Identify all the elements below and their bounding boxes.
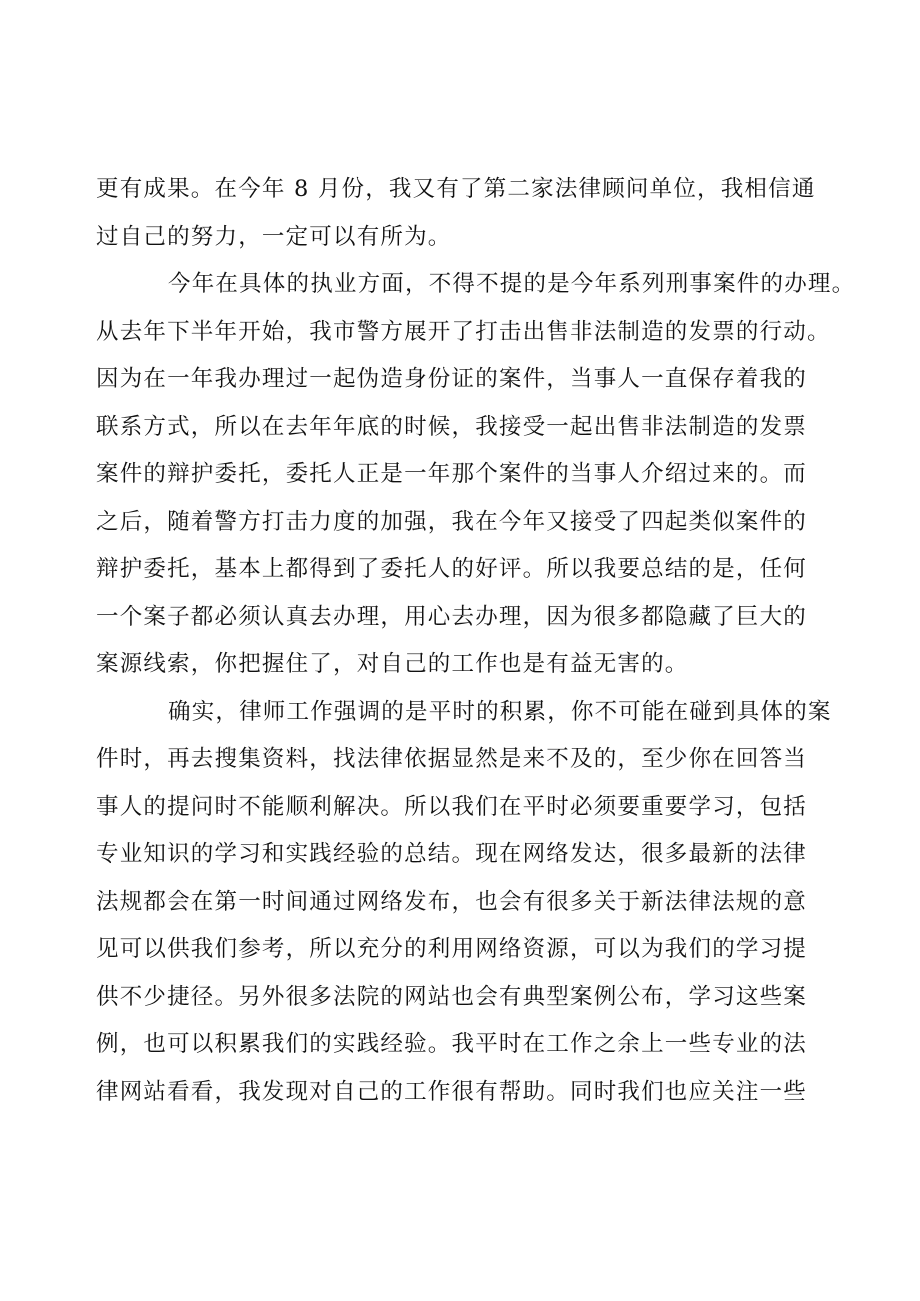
text-line: 例，也可以积累我们的实践经验。我平时在工作之余上一些专业的法 — [96, 1031, 808, 1057]
text-line: 事人的提问时不能顺利解决。所以我们在平时必须要重要学习，包括 — [96, 793, 808, 820]
text-line: 辩护委托，基本上都得到了委托人的好评。所以我要总结的是，任何 — [96, 556, 808, 582]
text-line: 更有成果。在今年 8 月份，我又有了第二家法律顾问单位，我相信通 — [96, 176, 816, 202]
text-line: 案件的辩护委托，委托人正是一年那个案件的当事人介绍过来的。而 — [96, 461, 808, 487]
text-line: 供不少捷径。另外很多法院的网站也会有典型案例公布，学习这些案 — [96, 983, 808, 1010]
text-line: 件时，再去搜集资料，找法律依据显然是来不及的，至少你在回答当 — [96, 746, 808, 772]
text-line: 法规都会在第一时间通过网络发布，也会有很多关于新法律法规的意 — [96, 888, 808, 915]
text-line: 一个案子都必须认真去办理，用心去办理，因为很多都隐藏了巨大的 — [96, 603, 808, 630]
text-line: 专业知识的学习和实践经验的总结。现在网络发达，很多最新的法律 — [96, 841, 808, 867]
text-line: 联系方式，所以在去年年底的时候，我接受一起出售非法制造的发票 — [96, 413, 808, 440]
paragraph-first-line: 今年在具体的执业方面，不得不提的是今年系列刑事案件的办理。 — [168, 271, 856, 297]
text-line: 过自己的努力，一定可以有所为。 — [96, 223, 452, 250]
text-line: 因为在一年我办理过一起伪造身份证的案件，当事人一直保存着我的 — [96, 366, 808, 392]
paragraph-first-line: 确实，律师工作强调的是平时的积累，你不可能在碰到具体的案 — [168, 698, 832, 725]
text-line: 之后，随着警方打击力度的加强，我在今年又接受了四起类似案件的 — [96, 508, 808, 535]
document-body — [96, 166, 856, 1116]
text-line: 律网站看看，我发现对自己的工作很有帮助。同时我们也应关注一些 — [96, 1078, 808, 1105]
text-line: 见可以供我们参考，所以充分的利用网络资源，可以为我们的学习提 — [96, 936, 808, 962]
text-line: 案源线索，你把握住了，对自己的工作也是有益无害的。 — [96, 651, 689, 677]
text-line: 从去年下半年开始，我市警方展开了打击出售非法制造的发票的行动。 — [96, 318, 831, 345]
